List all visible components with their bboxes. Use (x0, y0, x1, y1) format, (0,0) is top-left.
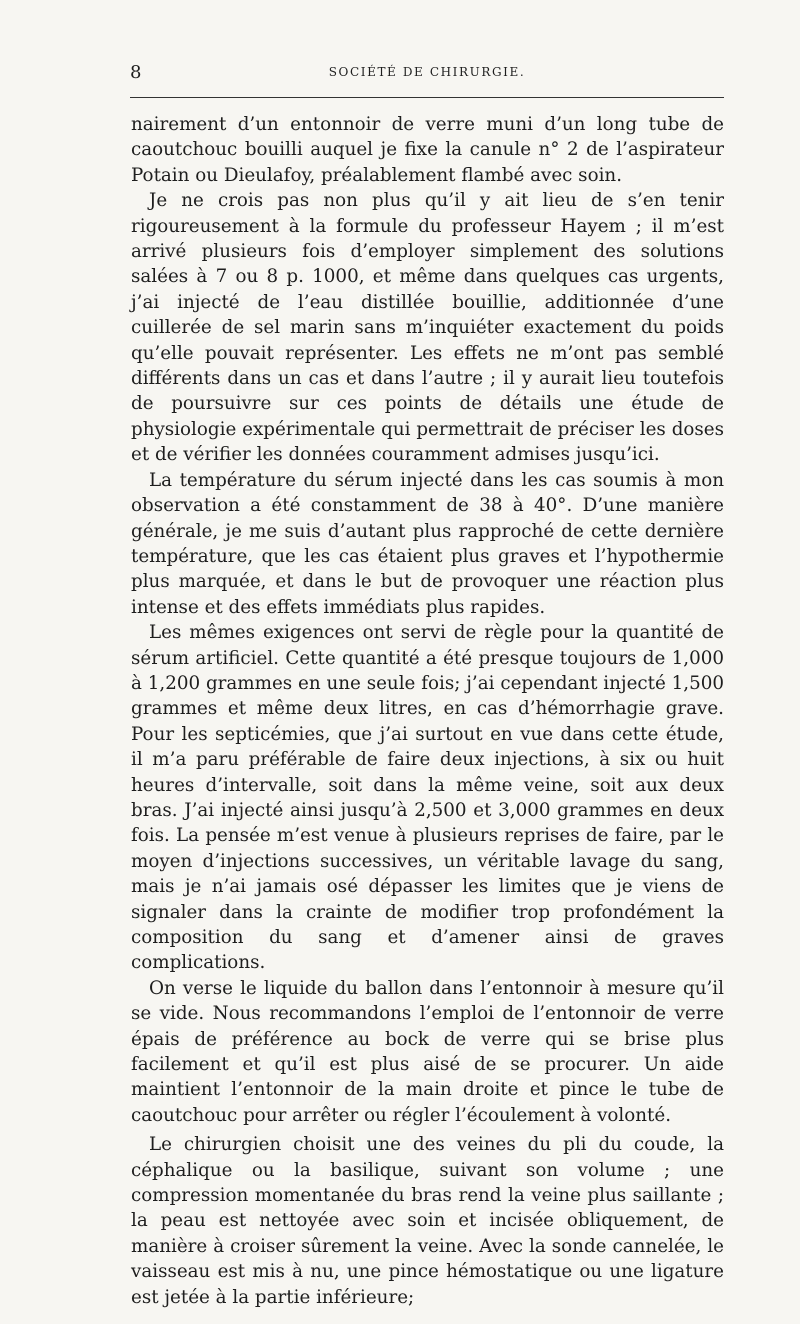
paragraph: La température du sérum injecté dans les cas soumis à mon observation a été constamment de 38 à 40°. D’une manière générale, je me suis d’autant plus rapproché de cette dernière température, que les cas étaient plus graves et l’hypothermie plus marquée, et dans le but de provoquer une réaction plus intense et des effets immédiats plus rapides. (131, 469, 724, 618)
paragraph: Le chirurgien choisit une des veines du pli du coude, la céphalique ou la basilique, suivant son volume ; une compression momentanée du bras rend la veine plus saillante ; la peau est nettoyée avec soin et incisée obliquement, de manière à croiser sûrement la veine. Avec la sonde cannelée, le vaisseau est mis à nu, une pince hémostatique ou une ligature est jetée à la partie inférieure; (131, 1134, 724, 1308)
page-number: 8 (130, 62, 142, 83)
paragraph-continued: nairement d’un entonnoir de verre muni d’un long tube de caoutchouc bouilli auquel je fixe la canule n° 2 de l’aspirateur Potain ou Dieulafoy, préalablement flambé avec soin. (131, 114, 724, 186)
body-text (131, 112, 724, 1310)
paragraph: On verse le liquide du ballon dans l’entonnoir à mesure qu’il se vide. Nous recommandons l’emploi de l’entonnoir de verre épais de préférence au bock de verre qui se brise plus facilement et qu’il est plus aisé de se procurer. Un aide maintient l’entonnoir de la main droite et pince le tube de caoutchouc pour arrêter ou régler l’écoulement à volonté. (131, 977, 724, 1126)
paragraph: Je ne crois pas non plus qu’il y ait lieu de s’en tenir rigoureusement à la formule du professeur Hayem ; il m’est arrivé plusieurs fois d’employer simplement des solutions salées à 7 ou 8 p. 1000, et même dans quelques cas urgents, j’ai injecté de l’eau distillée bouillie, additionnée d’une cuillerée de sel marin sans m’inquiéter exactement du poids qu’elle pouvait représenter. Les effets ne m’ont pas semblé différents dans un cas et dans l’autre ; il y aurait lieu toutefois de poursuivre sur ces points de détails une étude de physiologie expérimentale qui permettrait de préciser les doses et de vérifier les données couramment admises jusqu’ici. (131, 190, 724, 466)
paragraph: Les mêmes exigences ont servi de règle pour la quantité de sérum artificiel. Cette quantité a été presque toujours de 1,000 à 1,200 grammes en une seule fois; j’ai cependant injecté 1,500 grammes et même deux litres, en cas d’hémorrhagie grave. Pour les septicémies, que j’ai surtout en vue dans cette étude, il m’a paru préférable de faire deux injections, à six ou huit heures d’intervalle, soit dans la même veine, soit aux deux bras. J’ai injecté ainsi jusqu’à 2,500 et 3,000 grammes en deux fois. La pensée m’est venue à plusieurs reprises de faire, par le moyen d’injections successives, un véritable lavage du sang, mais je n’ai jamais osé dépasser les limites que je viens de signaler dans la crainte de modifier trop profondément la composition du sang et d’amener ainsi de graves complications. (131, 622, 724, 974)
page-header (130, 60, 724, 90)
running-title: SOCIÉTÉ DE CHIRURGIE. (328, 65, 526, 79)
header-rule (130, 97, 724, 98)
